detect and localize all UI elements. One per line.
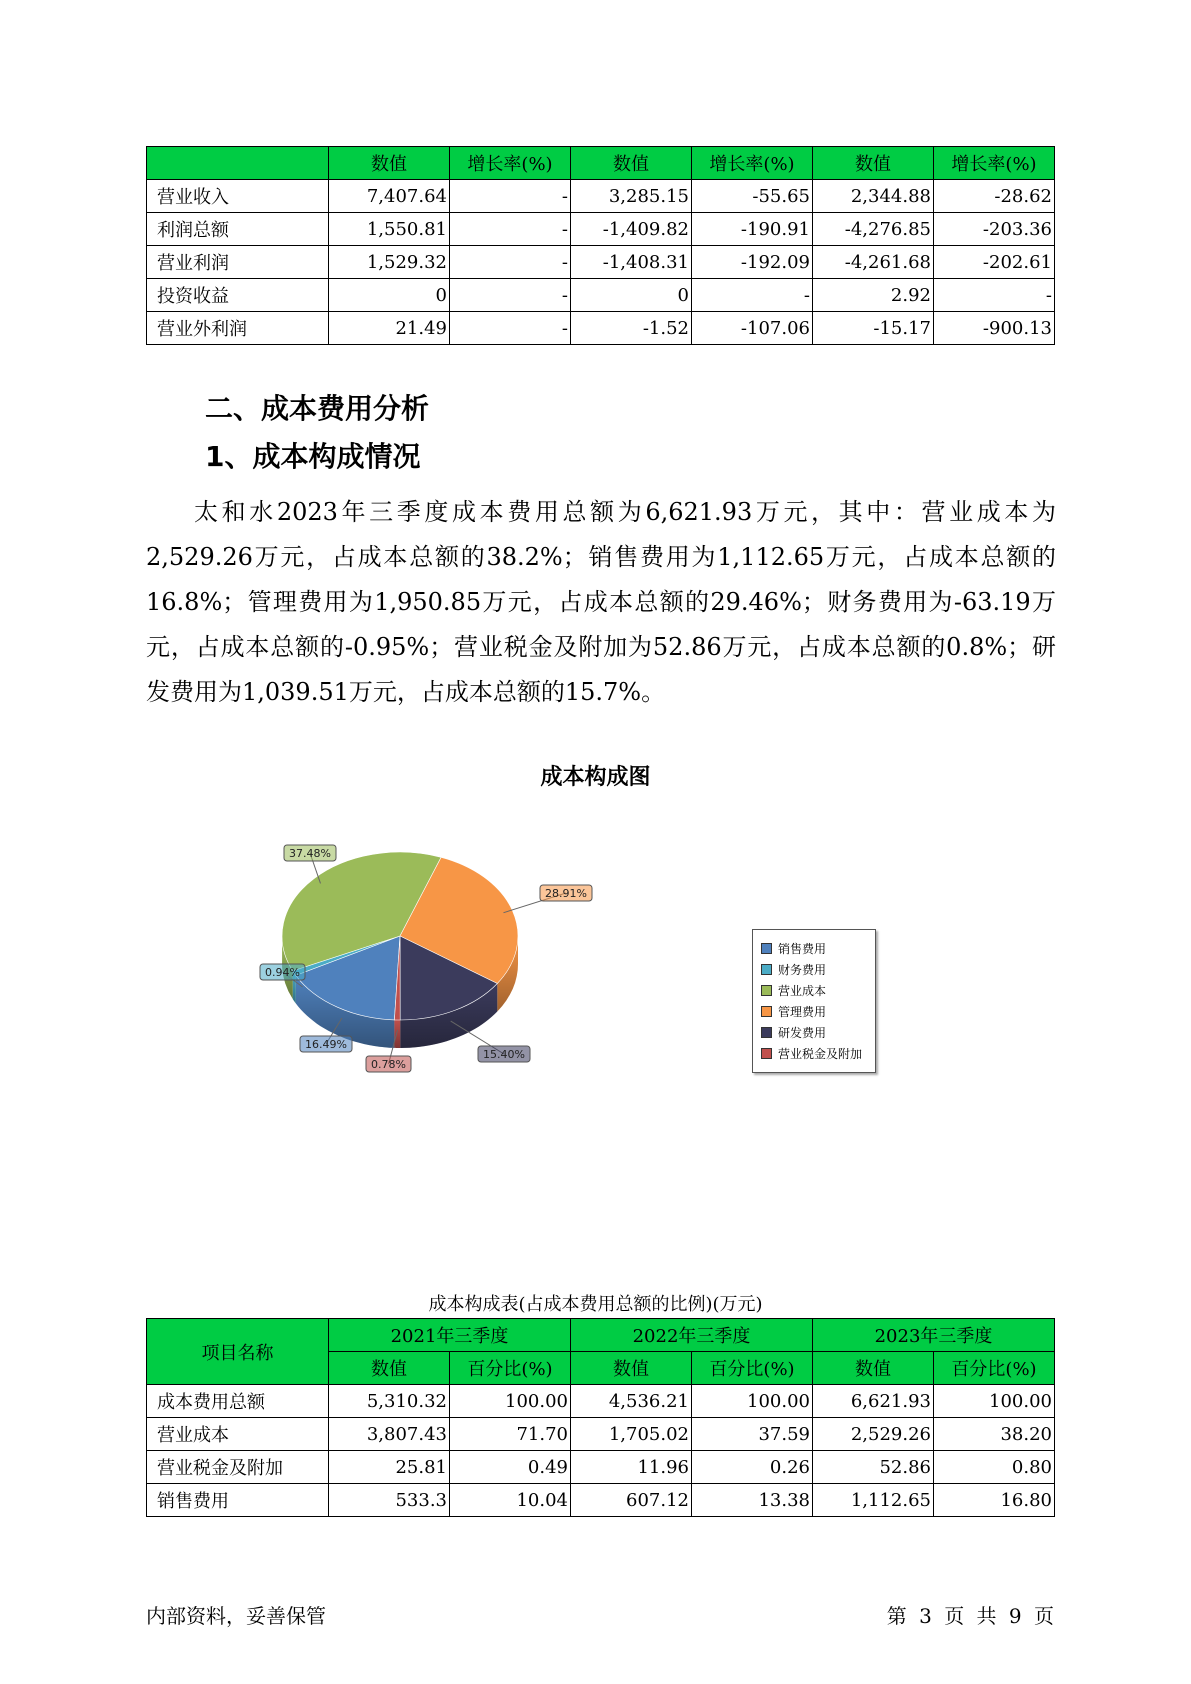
- table-cell: 2.92: [813, 279, 934, 312]
- header-cell: 增长率(%): [692, 147, 813, 180]
- data-label: 37.48%: [289, 847, 331, 860]
- legend-item: [761, 1022, 875, 1043]
- table-row: [147, 180, 1055, 213]
- legend-item: [761, 1001, 875, 1022]
- table-cell: -190.91: [692, 213, 813, 246]
- table-cell: 0.80: [934, 1451, 1055, 1484]
- row-label: 营业利润: [147, 246, 329, 279]
- table-cell: -203.36: [934, 213, 1055, 246]
- data-label: 28.91%: [545, 887, 587, 900]
- legend-item: [761, 959, 875, 980]
- table-row: [147, 213, 1055, 246]
- cost-table: [146, 1318, 1055, 1517]
- pie-slice-shade: [394, 1020, 400, 1048]
- table-cell: 5,310.32: [329, 1385, 450, 1418]
- pie-tops: [282, 852, 518, 1020]
- table-header-row: [147, 1319, 1055, 1352]
- legend-swatch: [761, 1006, 772, 1017]
- table-cell: 533.3: [329, 1484, 450, 1517]
- table-cell: -: [450, 279, 571, 312]
- table-cell: 7,407.64: [329, 180, 450, 213]
- header-cell: 数值: [813, 147, 934, 180]
- table-cell: 1,112.65: [813, 1484, 934, 1517]
- table-cell: 1,550.81: [329, 213, 450, 246]
- row-label: 投资收益: [147, 279, 329, 312]
- chart-title: 成本构成图: [540, 765, 651, 790]
- row-label: 营业收入: [147, 180, 329, 213]
- table-cell: 11.96: [571, 1451, 692, 1484]
- table-row: [147, 1385, 1055, 1418]
- legend-item: [761, 938, 875, 959]
- table-cell: -: [450, 213, 571, 246]
- data-label: 16.49%: [305, 1038, 347, 1051]
- header-cell: 增长率(%): [934, 147, 1055, 180]
- table-caption: 成本构成表(占成本费用总额的比例)(万元): [428, 1294, 763, 1315]
- header-cell: 百分比(%): [692, 1352, 813, 1385]
- header-cell: 数值: [329, 1352, 450, 1385]
- header-cell: 百分比(%): [934, 1352, 1055, 1385]
- header-cell: 数值: [329, 147, 450, 180]
- footer-note: 内部资料，妥善保管: [146, 1604, 326, 1628]
- table-cell: 0.26: [692, 1451, 813, 1484]
- data-label: 0.94%: [265, 966, 300, 979]
- table-cell: -1,408.31: [571, 246, 692, 279]
- table-cell: 4,536.21: [571, 1385, 692, 1418]
- header-cell: 百分比(%): [450, 1352, 571, 1385]
- table-cell: 52.86: [813, 1451, 934, 1484]
- table-cell: -: [450, 312, 571, 345]
- header-cell: 项目名称: [147, 1319, 329, 1385]
- row-label: 成本费用总额: [147, 1385, 329, 1418]
- table-cell: 2,529.26: [813, 1418, 934, 1451]
- table-cell: 37.59: [692, 1418, 813, 1451]
- legend-label: 管理费用: [778, 1005, 827, 1019]
- legend-item: [761, 980, 875, 1001]
- row-label: 销售费用: [147, 1484, 329, 1517]
- table-cell: -28.62: [934, 180, 1055, 213]
- table-row: [147, 1418, 1055, 1451]
- header-cell: 数值: [571, 1352, 692, 1385]
- legend-item: [761, 1043, 875, 1064]
- table-cell: 10.04: [450, 1484, 571, 1517]
- table-cell: 0.49: [450, 1451, 571, 1484]
- table-cell: 1,705.02: [571, 1418, 692, 1451]
- header-cell: 数值: [571, 147, 692, 180]
- legend-label: 销售费用: [778, 942, 827, 956]
- table-cell: -192.09: [692, 246, 813, 279]
- legend-label: 营业成本: [778, 984, 827, 998]
- table-cell: 6,621.93: [813, 1385, 934, 1418]
- data-label: 0.78%: [371, 1058, 406, 1071]
- table-cell: -: [450, 180, 571, 213]
- section-title: 二、成本费用分析: [205, 392, 430, 425]
- table-header-row: [147, 147, 1055, 180]
- table-cell: -: [450, 246, 571, 279]
- financial-table: [146, 146, 1055, 345]
- table-cell: -: [934, 279, 1055, 312]
- legend-swatch: [761, 1048, 772, 1059]
- page-number: 第 3 页 共 9 页: [886, 1604, 1054, 1628]
- table-cell: -15.17: [813, 312, 934, 345]
- table-row: [147, 312, 1055, 345]
- period-header: 2023年三季度: [813, 1319, 1055, 1352]
- table-cell: 100.00: [450, 1385, 571, 1418]
- period-header: 2021年三季度: [329, 1319, 571, 1352]
- table-cell: 2,344.88: [813, 180, 934, 213]
- table-cell: 3,285.15: [571, 180, 692, 213]
- header-cell: 数值: [813, 1352, 934, 1385]
- table-cell: 0: [571, 279, 692, 312]
- legend-label: 营业税金及附加: [778, 1047, 863, 1061]
- table-cell: 3,807.43: [329, 1418, 450, 1451]
- table-cell: 100.00: [934, 1385, 1055, 1418]
- table-cell: 71.70: [450, 1418, 571, 1451]
- table-row: [147, 1451, 1055, 1484]
- header-cell: 增长率(%): [450, 147, 571, 180]
- table-cell: -4,261.68: [813, 246, 934, 279]
- legend-label: 财务费用: [778, 963, 827, 977]
- table-cell: -202.61: [934, 246, 1055, 279]
- header-cell: [147, 147, 329, 180]
- row-label: 利润总额: [147, 213, 329, 246]
- legend-swatch: [761, 1027, 772, 1038]
- row-label: 营业税金及附加: [147, 1451, 329, 1484]
- period-header: 2022年三季度: [571, 1319, 813, 1352]
- pie-chart: [240, 830, 640, 1080]
- table-cell: 25.81: [329, 1451, 450, 1484]
- table-row: [147, 246, 1055, 279]
- table-cell: 607.12: [571, 1484, 692, 1517]
- table-cell: -900.13: [934, 312, 1055, 345]
- table-cell: -107.06: [692, 312, 813, 345]
- table-row: [147, 279, 1055, 312]
- table-cell: -55.65: [692, 180, 813, 213]
- table-cell: -1.52: [571, 312, 692, 345]
- table-cell: 16.80: [934, 1484, 1055, 1517]
- row-label: 营业成本: [147, 1418, 329, 1451]
- table-cell: 1,529.32: [329, 246, 450, 279]
- legend-swatch: [761, 985, 772, 996]
- table-cell: -1,409.82: [571, 213, 692, 246]
- analysis-paragraph: 太和水2023年三季度成本费用总额为6,621.93万元，其中：营业成本为2,529.26万元，占成本总额的38.2%；销售费用为1,112.65万元，占成本总额的16.8%；管理费用为1,950.85万元，占成本总额的29.46%；财务费用为-63.19万元，占成本总额的-0.95%；营业税金及附加为52.86万元，占成本总额的0.8%；研发费用为1,039.51万元，占成本总额的15.7%。: [146, 498, 1056, 706]
- table-cell: 21.49: [329, 312, 450, 345]
- table-cell: 38.20: [934, 1418, 1055, 1451]
- legend-label: 研发费用: [778, 1026, 827, 1040]
- table-row: [147, 1484, 1055, 1517]
- data-label: 15.40%: [483, 1048, 525, 1061]
- table-cell: 13.38: [692, 1484, 813, 1517]
- chart-legend: [752, 929, 876, 1073]
- table-cell: -4,276.85: [813, 213, 934, 246]
- legend-swatch: [761, 943, 772, 954]
- table-cell: -: [692, 279, 813, 312]
- row-label: 营业外利润: [147, 312, 329, 345]
- table-cell: 100.00: [692, 1385, 813, 1418]
- subsection-title: 1、成本构成情况: [205, 440, 421, 473]
- legend-swatch: [761, 964, 772, 975]
- table-cell: 0: [329, 279, 450, 312]
